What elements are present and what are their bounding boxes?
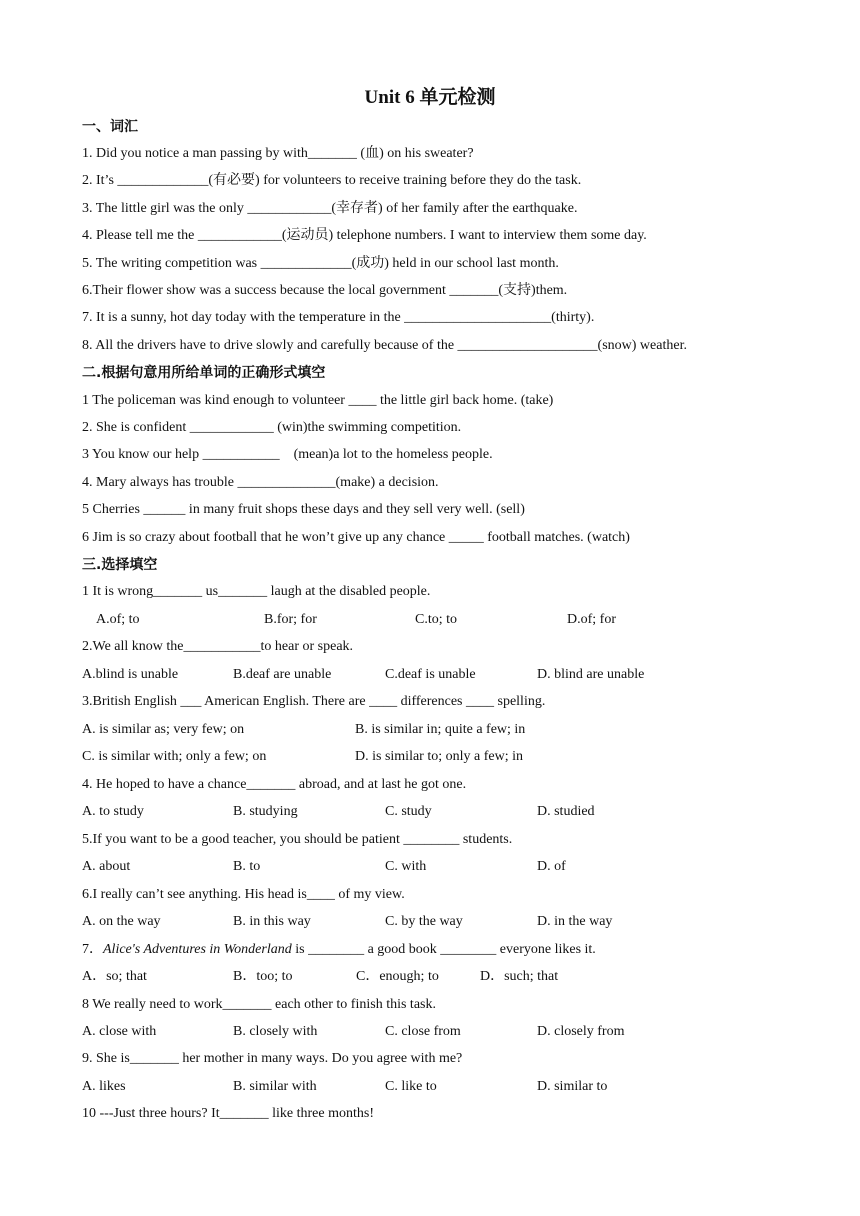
- mc-q1-option-b: B.for; for: [264, 612, 317, 627]
- mc-q7-option-a: A．so; that: [82, 969, 147, 984]
- mc-question-2: 2.We all know the___________to hear or speak.: [82, 639, 354, 654]
- word-form-item-3: 3 You know our help ___________ (mean)a lot to the homeless people.: [82, 447, 493, 462]
- mc-q7-option-d: D．such; that: [480, 969, 559, 984]
- mc-q3-option-b: B. is similar in; quite a few; in: [355, 722, 526, 737]
- mc-q5-option-c: C. with: [385, 859, 427, 874]
- mc-q4-option-c: C. study: [385, 804, 432, 819]
- vocab-item-5: 5. The writing competition was _____________(成功) held in our school last month.: [82, 256, 559, 271]
- mc-q6-option-c: C. by the way: [385, 914, 463, 929]
- mc-question-9: 9. She is_______ her mother in many ways. Do you agree with me?: [82, 1051, 463, 1066]
- vocab-item-8: 8. All the drivers have to drive slowly and carefully because of the ____________________(snow) weather.: [82, 338, 687, 353]
- mc-question-10: 10 ---Just three hours? It_______ like three months!: [82, 1106, 374, 1121]
- mc-q9-option-a: A. likes: [82, 1079, 126, 1094]
- section-heading-word-forms: 二.根据句意用所给单词的正确形式填空: [82, 365, 326, 381]
- mc-question-6: 6.I really can’t see anything. His head is____ of my view.: [82, 887, 405, 902]
- word-form-item-4: 4. Mary always has trouble ______________(make) a decision.: [82, 475, 439, 490]
- mc-q9-option-b: B. similar with: [233, 1079, 317, 1094]
- mc-q3-option-a: A. is similar as; very few; on: [82, 722, 245, 737]
- vocab-item-2: 2. It’s _____________(有必要) for volunteers to receive training before they do the task.: [82, 173, 582, 188]
- mc-q7-number: 7．: [82, 942, 103, 957]
- mc-q7-book-title: Alice's Adventures in Wonderland: [103, 942, 292, 957]
- mc-q8-option-b: B. closely with: [233, 1024, 318, 1039]
- mc-q2-option-a: A.blind is unable: [82, 667, 179, 682]
- mc-q7-option-c: C．enough; to: [356, 969, 439, 984]
- mc-question-1: 1 It is wrong_______ us_______ laugh at the disabled people.: [82, 584, 431, 599]
- mc-q3-option-c: C. is similar with; only a few; on: [82, 749, 267, 764]
- mc-q2-option-c: C.deaf is unable: [385, 667, 476, 682]
- mc-question-7: [82, 940, 596, 960]
- section-heading-multiple-choice: 三.选择填空: [82, 557, 158, 573]
- mc-question-8: 8 We really need to work_______ each other to finish this task.: [82, 997, 436, 1012]
- mc-q6-option-b: B. in this way: [233, 914, 311, 929]
- mc-q8-option-a: A. close with: [82, 1024, 157, 1039]
- word-form-item-1: 1 The policeman was kind enough to volunteer ____ the little girl back home. (take): [82, 393, 554, 408]
- mc-q1-option-a: A.of; to: [96, 612, 140, 627]
- word-form-item-5: 5 Cherries ______ in many fruit shops these days and they sell very well. (sell): [82, 502, 525, 517]
- mc-q1-option-d: D.of; for: [567, 612, 616, 627]
- mc-q2-option-d: D. blind are unable: [537, 667, 645, 682]
- mc-q7-stem-rest: is ________ a good book ________ everyone likes it.: [291, 942, 596, 957]
- vocab-item-4: 4. Please tell me the ____________(运动员) telephone numbers. I want to interview them some day.: [82, 228, 647, 243]
- mc-question-4: 4. He hoped to have a chance_______ abroad, and at last he got one.: [82, 777, 467, 792]
- mc-q6-option-a: A. on the way: [82, 914, 161, 929]
- vocab-item-3: 3. The little girl was the only ____________(幸存者) of her family after the earthquake.: [82, 201, 578, 216]
- mc-q8-option-d: D. closely from: [537, 1024, 625, 1039]
- section-heading-vocabulary: 一、词汇: [82, 119, 138, 135]
- mc-q5-option-d: D. of: [537, 859, 566, 874]
- mc-q8-option-c: C. close from: [385, 1024, 461, 1039]
- vocab-item-1: 1. Did you notice a man passing by with_______ (血) on his sweater?: [82, 146, 474, 161]
- mc-q3-option-d: D. is similar to; only a few; in: [355, 749, 523, 764]
- mc-q6-option-d: D. in the way: [537, 914, 613, 929]
- vocab-item-6: 6.Their flower show was a success because the local government _______(支持)them.: [82, 283, 568, 298]
- mc-q4-option-d: D. studied: [537, 804, 595, 819]
- mc-q1-option-c: C.to; to: [415, 612, 458, 627]
- mc-question-5: 5.If you want to be a good teacher, you should be patient ________ students.: [82, 832, 513, 847]
- page-title: Unit 6 单元检测: [364, 87, 496, 108]
- mc-q9-option-c: C. like to: [385, 1079, 437, 1094]
- vocab-item-7: 7. It is a sunny, hot day today with the temperature in the _____________________(thirty).: [82, 310, 595, 325]
- mc-q4-option-a: A. to study: [82, 804, 144, 819]
- mc-question-3: 3.British English ___ American English. There are ____ differences ____ spelling.: [82, 694, 546, 709]
- mc-q2-option-b: B.deaf are unable: [233, 667, 332, 682]
- mc-q4-option-b: B. studying: [233, 804, 298, 819]
- word-form-item-6: 6 Jim is so crazy about football that he won’t give up any chance _____ football matches. (watch): [82, 530, 630, 545]
- mc-q7-option-b: B．too; to: [233, 969, 293, 984]
- word-form-item-2: 2. She is confident ____________ (win)the swimming competition.: [82, 420, 462, 435]
- mc-q5-option-a: A. about: [82, 859, 131, 874]
- mc-q5-option-b: B. to: [233, 859, 261, 874]
- mc-q9-option-d: D. similar to: [537, 1079, 608, 1094]
